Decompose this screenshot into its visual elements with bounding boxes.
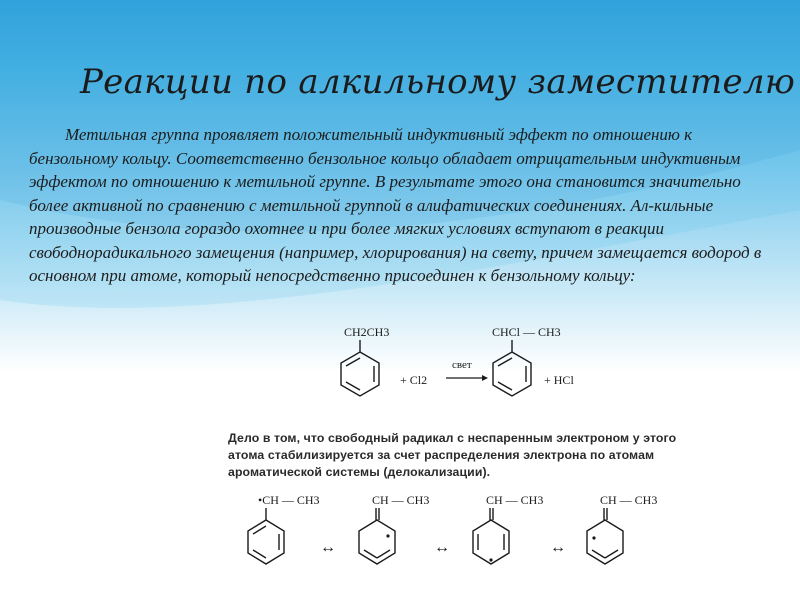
reaction-arrow	[446, 375, 488, 381]
structure-1-formula: •CH — CH3	[258, 493, 320, 507]
resonance-structure-1	[248, 508, 284, 564]
condition-label: свет	[452, 359, 472, 371]
product-formula: CHCl — CH3	[492, 325, 561, 339]
reactant-formula: CH2CH3	[344, 325, 390, 339]
resonance-arrow-3: ↔	[550, 539, 566, 556]
product-structure	[493, 340, 531, 396]
chlorination-reaction-scheme	[322, 322, 622, 422]
resonance-structure-3	[473, 508, 509, 564]
resonance-structure-4	[587, 508, 623, 564]
structure-4-formula: CH — CH3	[600, 493, 658, 507]
resonance-arrow-1: ↔	[320, 539, 336, 556]
resonance-structure-2	[359, 508, 395, 564]
structure-3-formula: CH — CH3	[486, 493, 544, 507]
byproduct-label: + HCl	[544, 373, 574, 387]
resonance-structures	[238, 490, 678, 590]
reagent-label: + Cl2	[400, 373, 428, 387]
delocalization-note: Дело в том, что свободный радикал с неспаренным электроном у этого атома стабилизируется за счет распределения электрона по атомам ароматической системы (делокализации).	[228, 431, 677, 479]
resonance-arrow-2: ↔	[434, 539, 450, 556]
body-paragraph: Метильная группа проявляет положительный индуктивный эффект по отношению к бензольному кольцу. Соответственно бензольное кольцо обладает отрицательным индуктивным эффектом по отношению к метильной группе. В результате этого она становится значительно более активной по сравнению с метильной группой в алифатических соединениях. Ал-кильные производные бензола гораздо охотнее и при более мягких условиях вступают в реакции свободнорадикального замещения (например, хлорирования) на свету, причем замещается водород в основном при атоме, который непосредственно присоединен к бензольному кольцу:	[29, 125, 762, 285]
slide-title: Реакции по алкильному заместителю	[80, 62, 796, 102]
structure-2-formula: CH — CH3	[372, 493, 430, 507]
ethylbenzene-structure	[341, 340, 379, 396]
